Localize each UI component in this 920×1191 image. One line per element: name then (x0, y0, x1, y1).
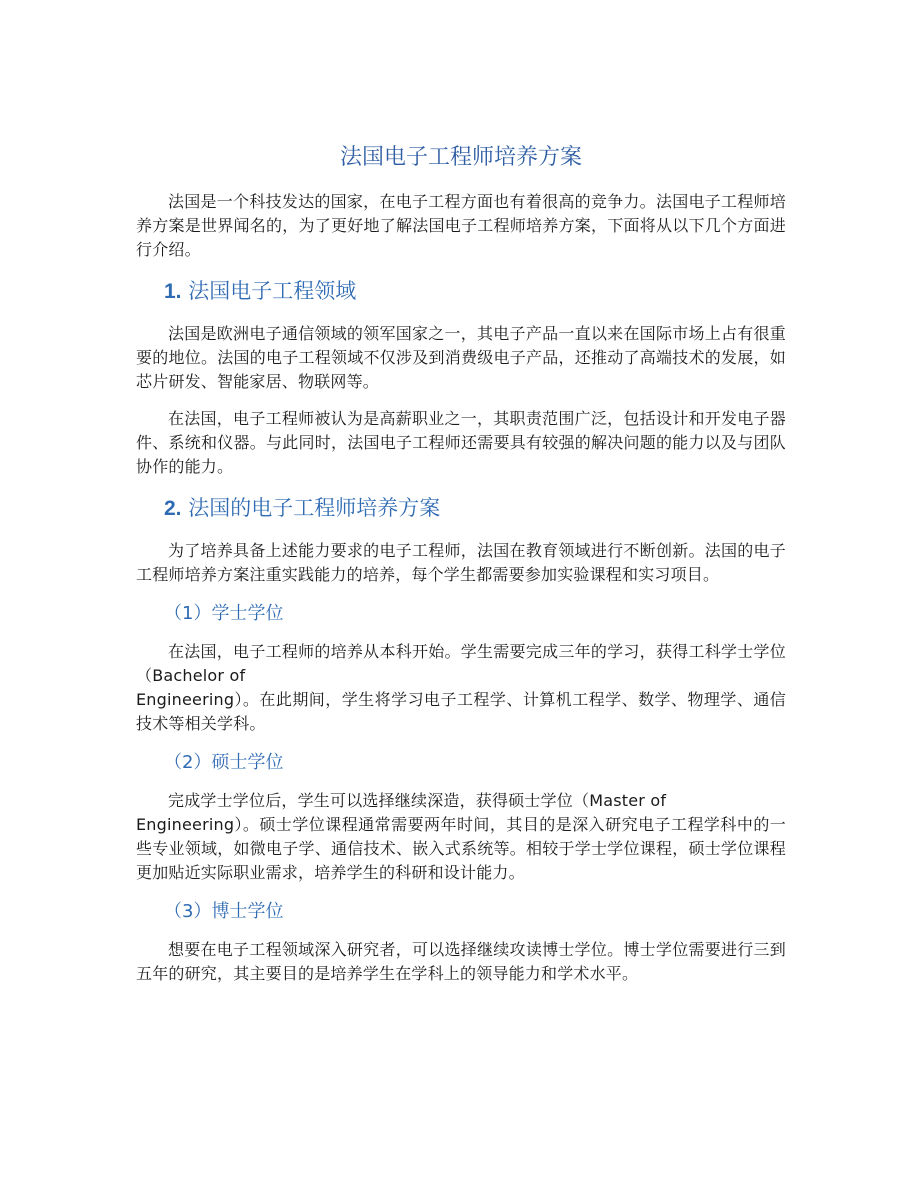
section-1-paragraph-1: 法国是欧洲电子通信领域的领军国家之一，其电子产品一直以来在国际市场上占有很重要的地位。法国的电子工程领域不仅涉及到消费级电子产品，还推动了高端技术的发展，如芯片研发、智能家居、物联网等。 (136, 324, 786, 391)
section-2-title: 法国的电子工程师培养方案 (188, 496, 441, 520)
master-paragraph (136, 789, 786, 885)
section-2-heading (164, 492, 786, 525)
section-1-number: 1. (164, 280, 182, 303)
bachelor-paragraph (136, 640, 786, 736)
master-heading: （2）硕士学位 (164, 752, 284, 773)
bachelor-heading: （1）学士学位 (164, 603, 284, 624)
document-title: 法国电子工程师培养方案 (339, 145, 582, 170)
master-text-a: 完成学士学位后，学生可以选择继续深造，获得硕士学位（Master of (168, 791, 667, 810)
master-text-b: Engineering）。硕士学位课程通常需要两年时间，其目的是深入研究电子工程学科中的一些专业领域，如微电子学、通信技术、嵌入式系统等。相较于学士学位课程，硕士学位课程更加贴近实际职业需求，培养学生的科研和设计能力。 (136, 815, 786, 882)
section-1-heading (164, 275, 786, 308)
bachelor-text-b: Engineering）。在此期间，学生将学习电子工程学、计算机工程学、数学、物理学、通信技术等相关学科。 (136, 690, 786, 733)
doctorate-heading: （3）博士学位 (164, 901, 284, 922)
section-2-paragraph: 为了培养具备上述能力要求的电子工程师，法国在教育领域进行不断创新。法国的电子工程师培养方案注重实践能力的培养，每个学生都需要参加实验课程和实习项目。 (136, 541, 786, 584)
doctorate-paragraph: 想要在电子工程领域深入研究者，可以选择继续攻读博士学位。博士学位需要进行三到五年的研究，其主要目的是培养学生在学科上的领导能力和学术水平。 (136, 940, 786, 983)
bachelor-text-a: 在法国，电子工程师的培养从本科开始。学生需要完成三年的学习，获得工科学士学位（Bachelor of (136, 642, 786, 685)
document-page (136, 140, 786, 999)
section-1-title: 法国电子工程领域 (188, 279, 357, 303)
intro-paragraph: 法国是一个科技发达的国家，在电子工程方面也有着很高的竞争力。法国电子工程师培养方案是世界闻名的，为了更好地了解法国电子工程师培养方案，下面将从以下几个方面进行介绍。 (136, 192, 786, 259)
section-1-paragraph-2: 在法国，电子工程师被认为是高薪职业之一，其职责范围广泛，包括设计和开发电子器件、系统和仪器。与此同时，法国电子工程师还需要具有较强的解决问题的能力以及与团队协作的能力。 (136, 409, 786, 476)
section-2-number: 2. (164, 497, 182, 520)
